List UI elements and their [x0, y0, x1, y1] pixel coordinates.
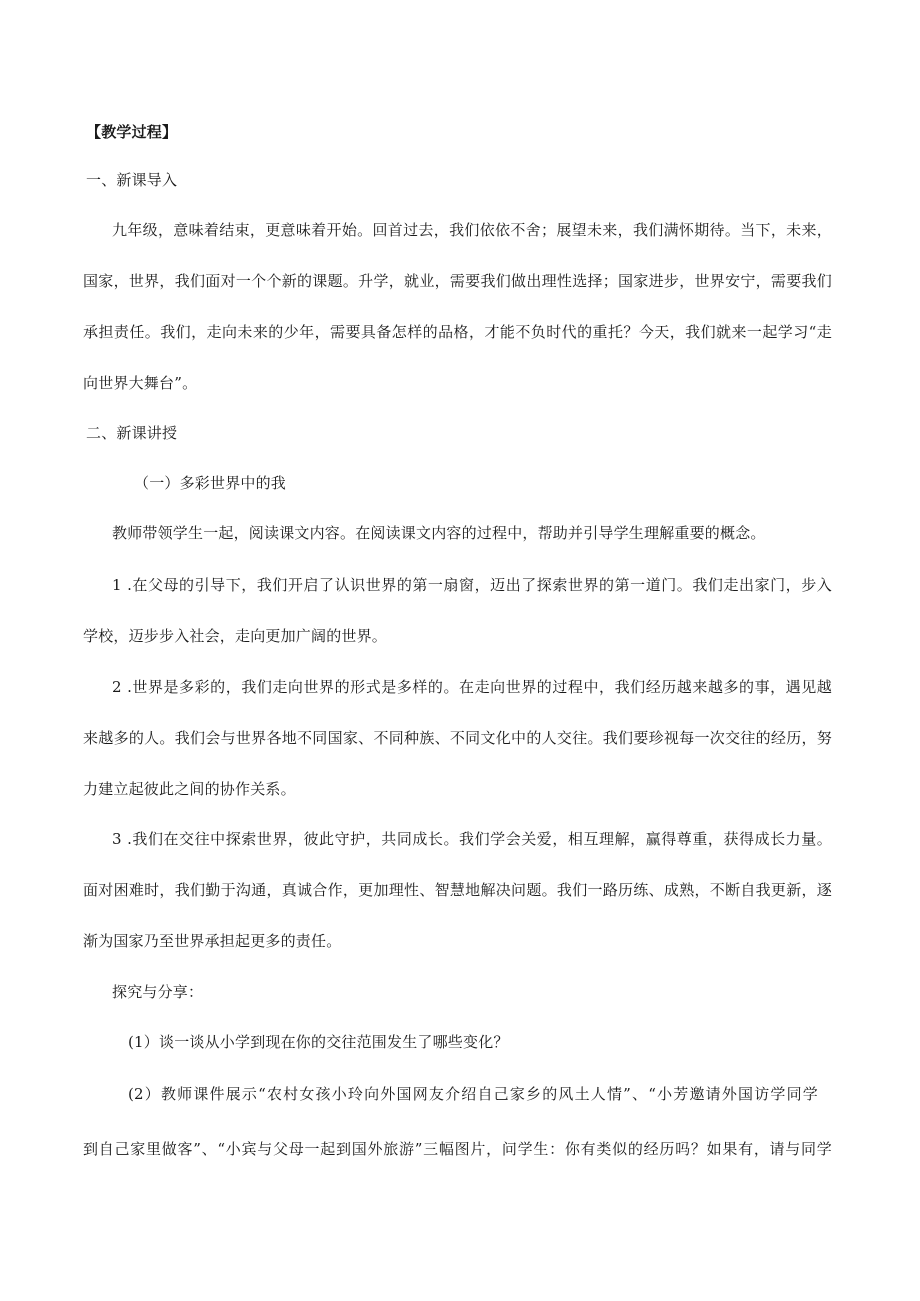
section1-title: 一、新课导入 — [86, 171, 178, 189]
point3-line: 3 .我们在交往中探索世界，彼此守护，共同成长。我们学会关爱，相互理解，赢得尊重，获得成长力量。 — [112, 830, 832, 848]
point1-line: 学校，迈步步入社会，走向更加广阔的世界。 — [83, 627, 388, 645]
heading: 【教学过程】 — [86, 123, 178, 141]
section1-para-line: 承担责任。我们，走向未来的少年，需要具备怎样的品格，才能不负时代的重托？今天，我们就来一起学习“走 — [83, 323, 832, 341]
point2-line: 力建立起彼此之间的协作关系。 — [83, 780, 296, 798]
question-2-line: 到自己家里做客”、“小宾与父母一起到国外旅游”三幅图片，问学生：你有类似的经历吗？如果有，请与同学 — [83, 1140, 832, 1158]
section1-para-line: 国家，世界，我们面对一个个新的课题。升学，就业，需要我们做出理性选择；国家进步，世界安宁，需要我们 — [83, 272, 832, 290]
section2-subtitle: （一）多彩世界中的我 — [134, 474, 287, 492]
question-1: (1）谈一谈从小学到现在你的交往范围发生了哪些变化？ — [128, 1033, 509, 1051]
point2-line: 来越多的人。我们会与世界各地不同国家、不同种族、不同文化中的人交往。我们要珍视每一次交往的经历，努 — [83, 729, 832, 747]
explore-label: 探究与分享： — [112, 983, 204, 1001]
section1-para-line: 九年级，意味着结束，更意味着开始。回首过去，我们依依不舍；展望未来，我们满怀期待。当下，未来， — [112, 221, 832, 239]
section1-para-line: 向世界大舞台”。 — [83, 374, 198, 392]
point3-line: 面对困难时，我们勤于沟通，真诚合作，更加理性、智慧地解决问题。我们一路历练、成熟，不断自我更新，逐 — [83, 881, 832, 899]
point1-line: 1 .在父母的引导下，我们开启了认识世界的第一扇窗，迈出了探索世界的第一道门。我们走出家门，步入 — [112, 576, 832, 594]
question-2-line: (2）教师课件展示“农村女孩小玲向外国网友介绍自己家乡的风土人情”、“小芳邀请外国访学同学 — [128, 1085, 818, 1103]
section2-intro: 教师带领学生一起，阅读课文内容。在阅读课文内容的过程中，帮助并引导学生理解重要的概念。 — [112, 524, 766, 542]
point2-line: 2 .世界是多彩的，我们走向世界的形式是多样的。在走向世界的过程中，我们经历越来越多的事，遇见越 — [112, 678, 832, 696]
point3-line: 渐为国家乃至世界承担起更多的责任。 — [83, 932, 342, 950]
section2-title: 二、新课讲授 — [86, 424, 178, 442]
